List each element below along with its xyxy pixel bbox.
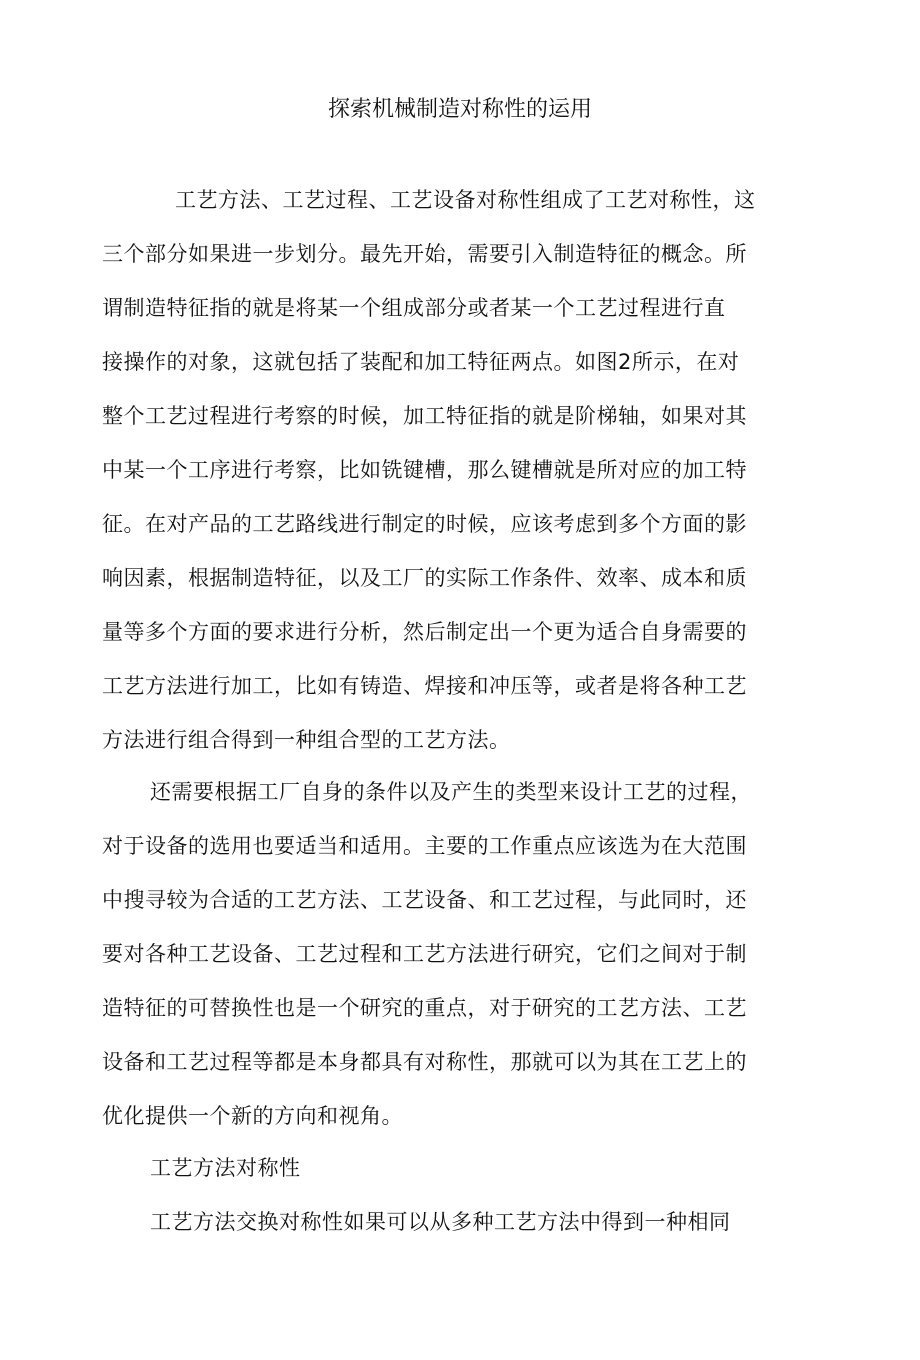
paragraph-line: 方法进行组合得到一种组合型的工艺方法。 xyxy=(102,728,511,752)
paragraph-line: 工艺方法进行加工，比如有铸造、焊接和冲压等，或者是将各种工艺 xyxy=(102,674,747,698)
paragraph-line: 中某一个工序进行考察，比如铣键槽，那么键槽就是所对应的加工特 xyxy=(102,458,747,482)
paragraph-line: 优化提供一个新的方向和视角。 xyxy=(102,1104,403,1128)
section-heading: 工艺方法对称性 xyxy=(150,1156,301,1180)
paragraph-line: 还需要根据工厂自身的条件以及产生的类型来设计工艺的过程， xyxy=(150,780,752,804)
paragraph-line: 造特征的可替换性也是一个研究的重点，对于研究的工艺方法、工艺 xyxy=(102,996,747,1020)
paragraph-line: 接操作的对象，这就包括了装配和加工特征两点。如图2所示，在对 xyxy=(102,350,740,374)
paragraph-line: 响因素，根据制造特征，以及工厂的实际工作条件、效率、成本和质 xyxy=(102,566,747,590)
paragraph-line: 谓制造特征指的就是将某一个组成部分或者某一个工艺过程进行直 xyxy=(102,296,726,320)
paragraph-line: 量等多个方面的要求进行分析，然后制定出一个更为适合自身需要的 xyxy=(102,620,747,644)
paragraph-line: 征。在对产品的工艺路线进行制定的时候，应该考虑到多个方面的影 xyxy=(102,512,747,536)
paragraph-line: 要对各种工艺设备、工艺过程和工艺方法进行研究，它们之间对于制 xyxy=(102,942,747,966)
paragraph-line: 工艺方法、工艺过程、工艺设备对称性组成了工艺对称性，这 xyxy=(175,188,756,212)
paragraph-line: 对于设备的选用也要适当和适用。主要的工作重点应该选为在大范围 xyxy=(102,834,747,858)
paragraph-line: 工艺方法交换对称性如果可以从多种工艺方法中得到一种相同 xyxy=(150,1210,731,1234)
paragraph-line: 整个工艺过程进行考察的时候，加工特征指的就是阶梯轴，如果对其 xyxy=(102,404,747,428)
paragraph-line: 中搜寻较为合适的工艺方法、工艺设备、和工艺过程，与此同时，还 xyxy=(102,888,747,912)
paragraph-line: 三个部分如果进一步划分。最先开始，需要引入制造特征的概念。所 xyxy=(102,242,747,266)
document-title: 探索机械制造对称性的运用 xyxy=(327,97,592,122)
paragraph-line: 设备和工艺过程等都是本身都具有对称性，那就可以为其在工艺上的 xyxy=(102,1050,747,1074)
